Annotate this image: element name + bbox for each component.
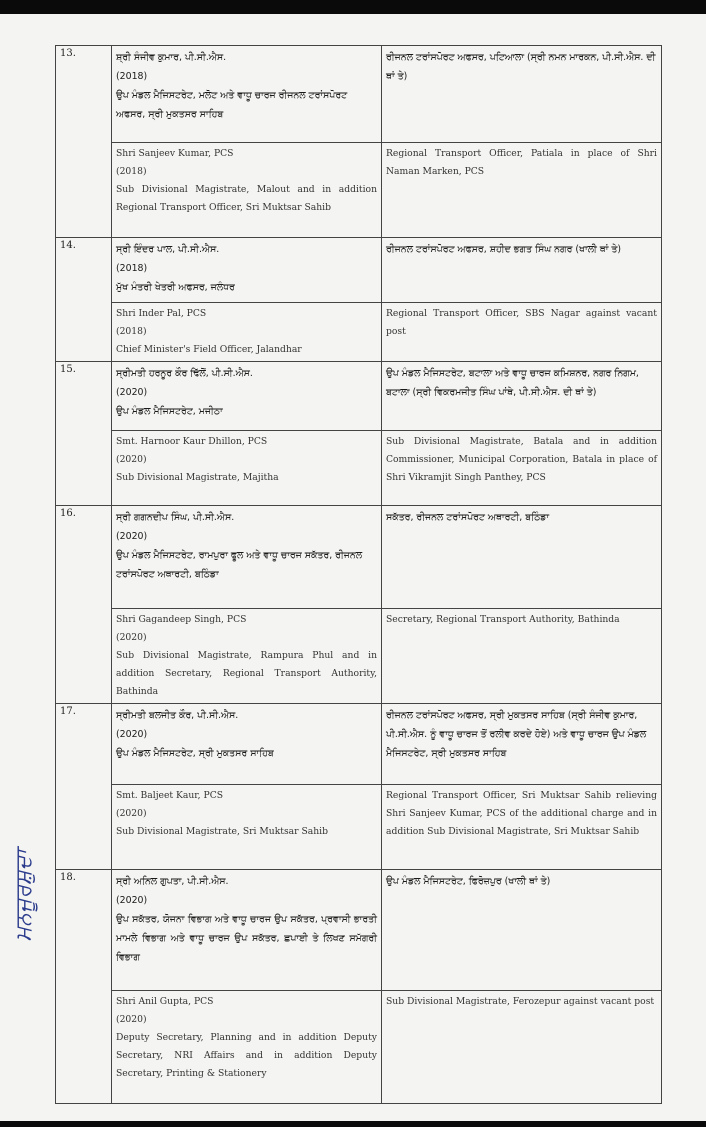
- signature-text: ਮਨਜੂਰਸ਼ੁਦਾ: [11, 849, 37, 941]
- posting-to-punjabi: ਰੀਜਨਲ ਟਰਾਂਸਪੋਰਟ ਅਫਸਰ, ਪਟਿਆਲਾ (ਸ੍ਰੀ ਨਮਨ ਮਾਰਕਨ, ਪੀ.ਸੀ.ਐਸ. ਦੀ ਥਾਂ ਤੇ): [382, 46, 662, 143]
- posting-to-punjabi: ਉਪ ਮੰਡਲ ਮੈਜਿਸਟਰੇਟ, ਫਿਰੋਜ਼ਪੁਰ (ਖਾਲੀ ਥਾਂ ਤੇ): [382, 870, 662, 991]
- serial-number: 15.: [56, 362, 112, 506]
- table-row: [56, 609, 662, 704]
- table-row: [56, 238, 662, 303]
- posting-to-english: Sub Divisional Magistrate, Ferozepur against vacant post: [382, 991, 662, 1104]
- table-row: [56, 143, 662, 238]
- serial-number: 14.: [56, 238, 112, 362]
- table-row: [56, 870, 662, 991]
- officer-from-punjabi: ਸ੍ਰੀ ਇੰਦਰ ਪਾਲ, ਪੀ.ਸੀ.ਐਸ. (2018) ਮੁੱਖ ਮੰਤਰੀ ਖੇਤਰੀ ਅਫਸਰ, ਜਲੰਧਰ: [112, 238, 382, 303]
- officer-from-punjabi: ਸ੍ਰੀ ਅਨਿਲ ਗੁਪਤਾ, ਪੀ.ਸੀ.ਐਸ. (2020) ਉਪ ਸਕੱਤਰ, ਯੋਜਨਾ ਵਿਭਾਗ ਅਤੇ ਵਾਧੂ ਚਾਰਜ ਉਪ ਸਕੱਤਰ, ਪ੍ਰਵਾਸੀ ਭਾਰਤੀ ਮਾਮਲੇ ਵਿਭਾਗ ਅਤੇ ਵਾਧੂ ਚਾਰਜ ਉਪ ਸਕੱਤਰ, ਛਪਾਈ ਤੇ ਲਿਖਣ ਸਮੱਗਰੀ ਵਿਭਾਗ: [112, 870, 382, 991]
- posting-to-english: Secretary, Regional Transport Authority, Bathinda: [382, 609, 662, 704]
- posting-to-english: Regional Transport Officer, Patiala in place of Shri Naman Marken, PCS: [382, 143, 662, 238]
- table-row: [56, 704, 662, 785]
- officer-from-english: Smt. Harnoor Kaur Dhillon, PCS (2020) Sub Divisional Magistrate, Majitha: [112, 431, 382, 506]
- serial-number: 18.: [56, 870, 112, 1104]
- table-row: [56, 506, 662, 609]
- officer-from-punjabi: ਸ਼੍ਰੀ ਸੰਜੀਵ ਕੁਮਾਰ, ਪੀ.ਸੀ.ਐਸ. (2018) ਉਪ ਮੰਡਲ ਮੈਜਿਸਟਰੇਟ, ਮਲੋਟ ਅਤੇ ਵਾਧੂ ਚਾਰਜ ਰੀਜਨਲ ਟਰਾਂਸਪੋਰਟ ਅਫਸਰ, ਸ੍ਰੀ ਮੁਕਤਸਰ ਸਾਹਿਬ: [112, 46, 382, 143]
- transfer-orders-table: [55, 45, 662, 1104]
- officer-from-punjabi: ਸ੍ਰੀਮਤੀ ਹਰਨੂਰ ਕੌਰ ਢਿੱਲੋਂ, ਪੀ.ਸੀ.ਐਸ. (2020) ਉਪ ਮੰਡਲ ਮੈਜਿਸਟਰੇਟ, ਮਜੀਠਾ: [112, 362, 382, 431]
- posting-to-english: Regional Transport Officer, SBS Nagar against vacant post: [382, 303, 662, 362]
- bottom-bar: [0, 1121, 706, 1127]
- officer-from-english: Shri Anil Gupta, PCS (2020) Deputy Secretary, Planning and in addition Deputy Secretary, NRI Affairs and in addition Deputy Secretary, Printing & Stationery: [112, 991, 382, 1104]
- serial-number: 13.: [56, 46, 112, 238]
- serial-number: 17.: [56, 704, 112, 870]
- handwritten-signature: [4, 825, 44, 965]
- serial-number: 16.: [56, 506, 112, 704]
- posting-to-punjabi: ਰੀਜਨਲ ਟਰਾਂਸਪੋਰਟ ਅਫਸਰ, ਸ਼ਹੀਦ ਭਗਤ ਸਿੰਘ ਨਗਰ (ਖਾਲੀ ਥਾਂ ਤੇ): [382, 238, 662, 303]
- officer-from-english: Smt. Baljeet Kaur, PCS (2020) Sub Divisional Magistrate, Sri Muktsar Sahib: [112, 785, 382, 870]
- posting-to-punjabi: ਉਪ ਮੰਡਲ ਮੈਜਿਸਟਰੇਟ, ਬਟਾਲਾ ਅਤੇ ਵਾਧੂ ਚਾਰਜ ਕਮਿਸ਼ਨਰ, ਨਗਰ ਨਿਗਮ, ਬਟਾਲਾ (ਸ੍ਰੀ ਵਿਕਰਮਜੀਤ ਸਿੰਘ ਪਾਂਥੇ, ਪੀ.ਸੀ.ਐਸ. ਦੀ ਥਾਂ ਤੇ): [382, 362, 662, 431]
- officer-from-english: Shri Sanjeev Kumar, PCS (2018) Sub Divisional Magistrate, Malout and in addition Regional Transport Officer, Sri Muktsar Sahib: [112, 143, 382, 238]
- officer-from-english: Shri Gagandeep Singh, PCS (2020) Sub Divisional Magistrate, Rampura Phul and in addition Secretary, Regional Transport Authority, Bathinda: [112, 609, 382, 704]
- table-row: [56, 46, 662, 143]
- officer-from-english: Shri Inder Pal, PCS (2018) Chief Minister's Field Officer, Jalandhar: [112, 303, 382, 362]
- table-row: [56, 785, 662, 870]
- posting-to-punjabi: ਸਕੱਤਰ, ਰੀਜਨਲ ਟਰਾਂਸਪੋਰਟ ਅਥਾਰਟੀ, ਬਠਿੰਡਾ: [382, 506, 662, 609]
- officer-from-punjabi: ਸ੍ਰੀਮਤੀ ਬਲਜੀਤ ਕੌਰ, ਪੀ.ਸੀ.ਐਸ. (2020) ਉਪ ਮੰਡਲ ਮੈਜਿਸਟਰੇਟ, ਸ੍ਰੀ ਮੁਕਤਸਰ ਸਾਹਿਬ: [112, 704, 382, 785]
- posting-to-english: Sub Divisional Magistrate, Batala and in addition Commissioner, Municipal Corporation, Batala in place of Shri Vikramjit Singh Panthey, PCS: [382, 431, 662, 506]
- table-row: [56, 303, 662, 362]
- posting-to-punjabi: ਰੀਜਨਲ ਟਰਾਂਸਪੋਰਟ ਅਫਸਰ, ਸ੍ਰੀ ਮੁਕਤਸਰ ਸਾਹਿਬ (ਸ੍ਰੀ ਸੰਜੀਵ ਕੁਮਾਰ, ਪੀ.ਸੀ.ਐਸ. ਨੂੰ ਵਾਧੂ ਚਾਰਜ ਤੋਂ ਰਲੀਵ ਕਰਦੇ ਹੋਏ) ਅਤੇ ਵਾਧੂ ਚਾਰਜ ਉਪ ਮੰਡਲ ਮੈਜਿਸਟਰੇਟ, ਸ੍ਰੀ ਮੁਕਤਸਰ ਸਾਹਿਬ: [382, 704, 662, 785]
- table-row: [56, 362, 662, 431]
- posting-to-english: Regional Transport Officer, Sri Muktsar Sahib relieving Shri Sanjeev Kumar, PCS of the additional charge and in addition Sub Divisional Magistrate, Sri Muktsar Sahib: [382, 785, 662, 870]
- table-row: [56, 431, 662, 506]
- officer-from-punjabi: ਸ੍ਰੀ ਗਗਨਦੀਪ ਸਿੰਘ, ਪੀ.ਸੀ.ਐਸ. (2020) ਉਪ ਮੰਡਲ ਮੈਜਿਸਟਰੇਟ, ਰਾਮਪੁਰਾ ਫੂਲ ਅਤੇ ਵਾਧੂ ਚਾਰਜ ਸਕੱਤਰ, ਰੀਜਨਲ ਟਰਾਂਸਪੋਰਟ ਅਥਾਰਟੀ, ਬਠਿੰਡਾ: [112, 506, 382, 609]
- top-bar: [0, 0, 706, 14]
- table-row: [56, 991, 662, 1104]
